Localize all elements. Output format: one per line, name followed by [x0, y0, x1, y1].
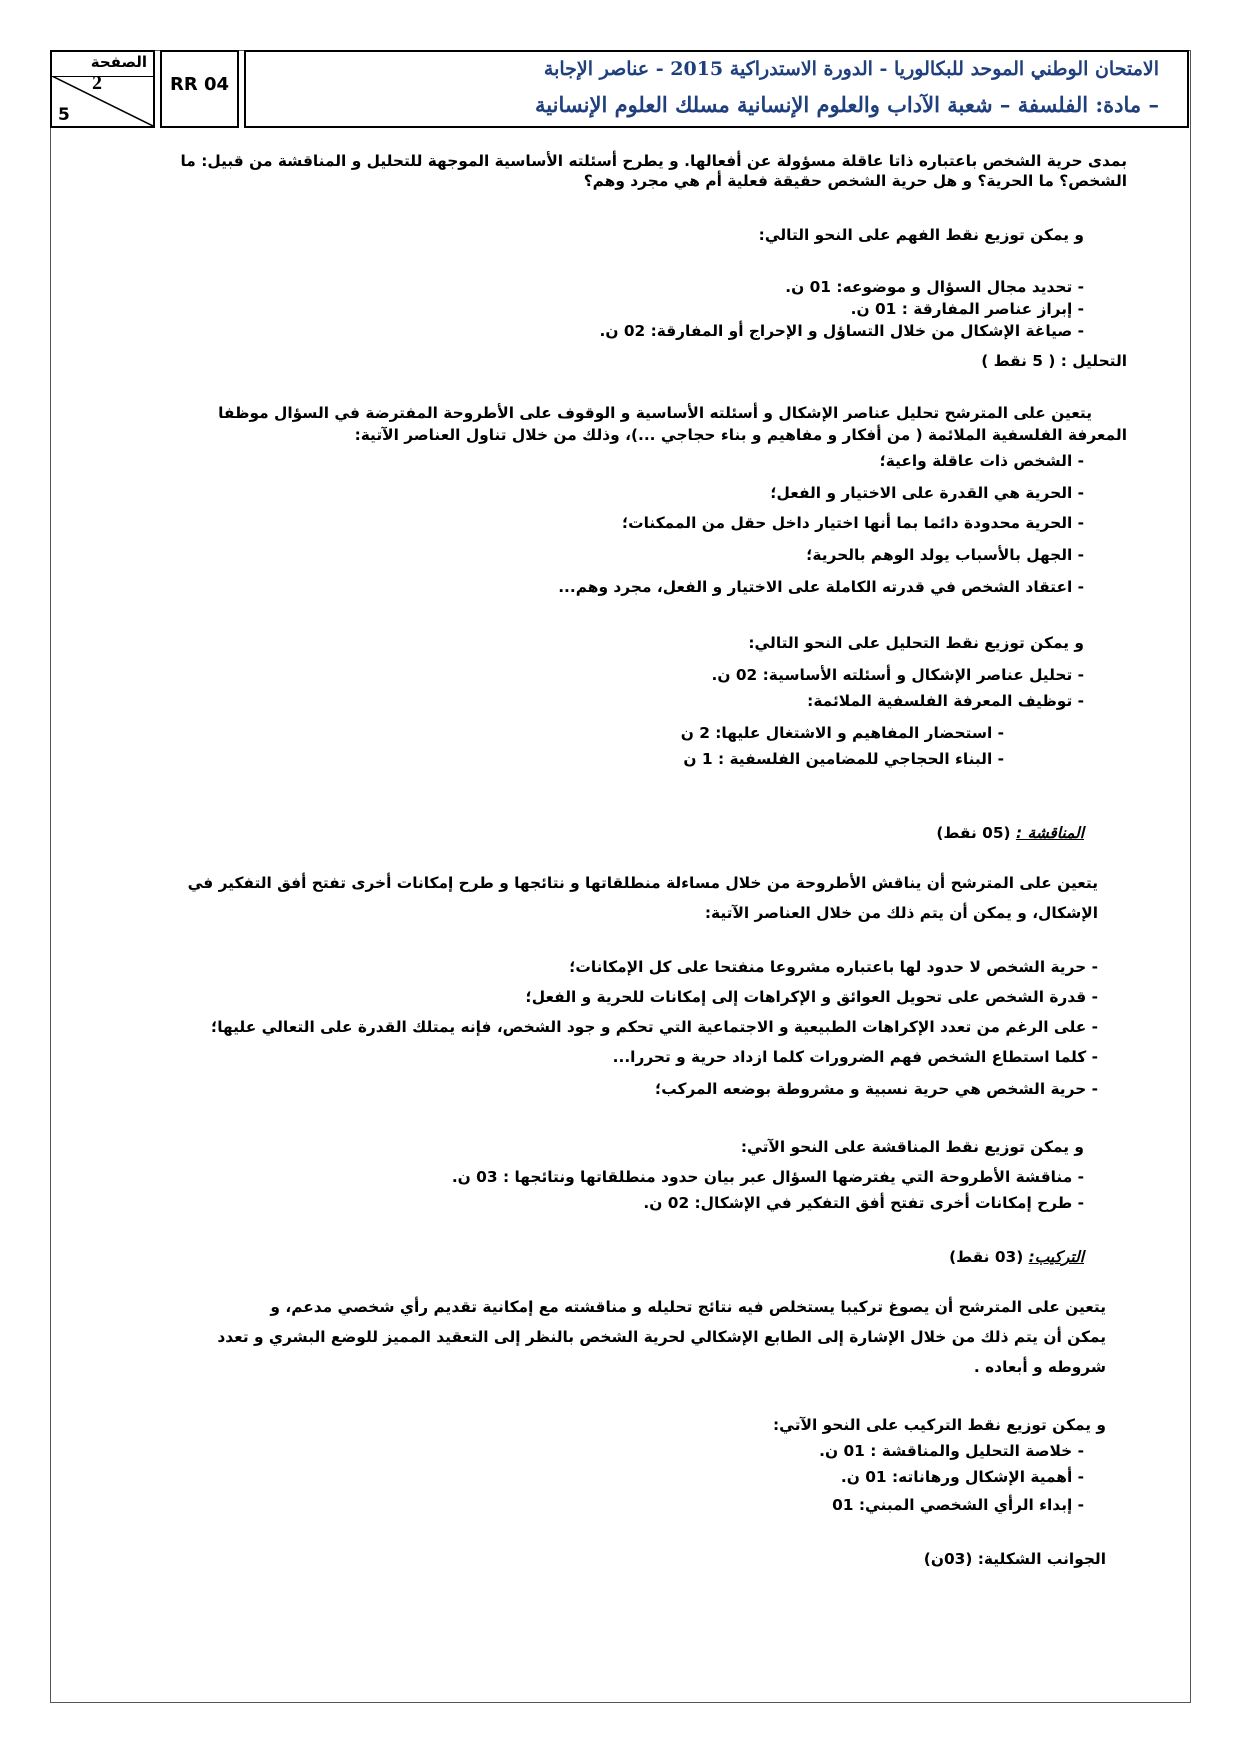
exam-header	[50, 50, 1191, 128]
page-number-box	[50, 50, 155, 128]
discussion-title: المناقشة :	[1015, 824, 1084, 842]
synthesis-dist-heading: و يمكن توزيع نقط التركيب على النحو الآتي:	[772, 1416, 1106, 1434]
exam-code-box	[160, 50, 239, 128]
analysis-dist-heading: و يمكن توزيع نقط التحليل على النحو التالي:	[748, 634, 1084, 652]
page-label: الصفحة	[90, 53, 147, 71]
discussion-item: - على الرغم من تعدد الإكراهات الطبيعية و الاجتماعية التي تحكم و جود الشخص، فإنه يمتلك القدرة على التعالي عليها؛	[211, 1018, 1098, 1036]
analysis-para-line-2: المعرفة الفلسفية الملائمة ( من أفكار و مفاهيم و بناء حجاجي ...)، وذلك من خلال تناول العناصر الآتية:	[354, 426, 1127, 444]
synthesis-heading	[949, 1248, 1084, 1266]
understanding-item: - صياغة الإشكال من خلال التساؤل و الإحراج أو المفارقة: 02 ن.	[599, 322, 1084, 340]
synthesis-dist-item: - أهمية الإشكال ورهاناته: 01 ن.	[840, 1468, 1084, 1486]
exam-title-line2: – مادة: الفلسفة – شعبة الآداب والعلوم الإنسانية مسلك العلوم الإنسانية	[535, 92, 1159, 117]
understanding-item: - تحديد مجال السؤال و موضوعه: 01 ن.	[785, 278, 1084, 296]
exam-title-box	[244, 50, 1189, 128]
page-total: 5	[58, 105, 70, 125]
synthesis-para-line-3: شروطه و أبعاده .	[973, 1358, 1106, 1376]
understanding-heading: و يمكن توزيع نقط الفهم على النحو التالي:	[758, 226, 1084, 244]
intro-line-2: الشخص؟ ما الحرية؟ و هل حرية الشخص حقيقة فعلية أم هي مجرد وهم؟	[583, 172, 1127, 190]
discussion-heading	[936, 824, 1084, 842]
discussion-dist-item: - طرح إمكانات أخرى تفتح أفق التفكير في الإشكال: 02 ن.	[643, 1194, 1084, 1212]
exam-code: RR 04	[169, 74, 230, 95]
discussion-item: - حرية الشخص هي حرية نسبية و مشروطة بوضعه المركب؛	[655, 1080, 1098, 1098]
page-current: 2	[92, 72, 102, 94]
discussion-dist-item: - مناقشة الأطروحة التي يفترضها السؤال عبر بيان حدود منطلقاتها ونتائجها : 03 ن.	[451, 1168, 1084, 1186]
discussion-dist-heading: و يمكن توزيع نقط المناقشة على النحو الآتي:	[740, 1138, 1084, 1156]
synthesis-points: (03 نقط)	[949, 1248, 1024, 1266]
analysis-para-line-1: يتعين على المترشح تحليل عناصر الإشكال و أسئلته الأساسية و الوقوف على الأطروحة المفترضة في السؤال موظفا	[218, 404, 1092, 422]
discussion-points: (05 نقط)	[936, 824, 1011, 842]
analysis-item: - الحرية محدودة دائما بما أنها اختيار داخل حقل من الممكنات؛	[622, 514, 1084, 532]
synthesis-dist-item: - إبداء الرأي الشخصي المبني: 01	[832, 1496, 1084, 1514]
synthesis-title: التركيب:	[1028, 1248, 1084, 1266]
analysis-item: - الشخص ذات عاقلة واعية؛	[879, 452, 1084, 470]
synthesis-para-line-2: يمكن أن يتم ذلك من خلال الإشارة إلى الطابع الإشكالي لحرية الشخص بالنظر إلى التعقيد المميز للوضع البشري و تعدد	[217, 1328, 1106, 1346]
discussion-para-line-2: الإشكال، و يمكن أن يتم ذلك من خلال العناصر الآتية:	[704, 904, 1098, 922]
analysis-item: - اعتقاد الشخص في قدرته الكاملة على الاختيار و الفعل، مجرد وهم...	[558, 578, 1084, 596]
analysis-item: - الحرية هي القدرة على الاختيار و الفعل؛	[770, 484, 1084, 502]
exam-title-line1: الامتحان الوطني الموحد للبكالوريا - الدورة الاستدراكية 2015 - عناصر الإجابة	[543, 58, 1159, 80]
understanding-item: - إبراز عناصر المفارقة : 01 ن.	[850, 300, 1084, 318]
discussion-para-line-1: يتعين على المترشح أن يناقش الأطروحة من خلال مساءلة منطلقاتها و نتائجها و طرح إمكانات أخرى تفتح أفق التفكير في	[187, 874, 1098, 892]
analysis-sub-item: - استحضار المفاهيم و الاشتغال عليها: 2 ن	[680, 724, 1004, 742]
analysis-title: التحليل : ( 5 نقط )	[981, 352, 1127, 370]
analysis-item: - الجهل بالأسباب يولد الوهم بالحرية؛	[806, 546, 1084, 564]
synthesis-dist-item: - خلاصة التحليل والمناقشة : 01 ن.	[819, 1442, 1084, 1460]
analysis-sub-item: - البناء الحجاجي للمضامين الفلسفية : 1 ن	[683, 750, 1004, 768]
analysis-dist-item: - توظيف المعرفة الفلسفية الملائمة:	[807, 692, 1084, 710]
intro-line-1: بمدى حرية الشخص باعتباره ذاتا عاقلة مسؤولة عن أفعالها. و يطرح أسئلته الأساسية الموجهة للتحليل و المناقشة من قبيل: ما	[180, 152, 1127, 170]
analysis-dist-item: - تحليل عناصر الإشكال و أسئلته الأساسية: 02 ن.	[711, 666, 1084, 684]
discussion-item: - قدرة الشخص على تحويل العوائق و الإكراهات إلى إمكانات للحرية و الفعل؛	[525, 988, 1098, 1006]
synthesis-para-line-1: يتعين على المترشح أن يصوغ تركيبا يستخلص فيه نتائج تحليله و مناقشته مع إمكانية تقديم رأي شخصي مدعم، و	[270, 1298, 1106, 1316]
discussion-item: - كلما استطاع الشخص فهم الضرورات كلما ازداد حرية و تحررا...	[612, 1048, 1098, 1066]
discussion-item: - حرية الشخص لا حدود لها باعتباره مشروعا منفتحا على كل الإمكانات؛	[569, 958, 1098, 976]
formal-aspects: الجوانب الشكلية: (03ن)	[923, 1550, 1106, 1568]
